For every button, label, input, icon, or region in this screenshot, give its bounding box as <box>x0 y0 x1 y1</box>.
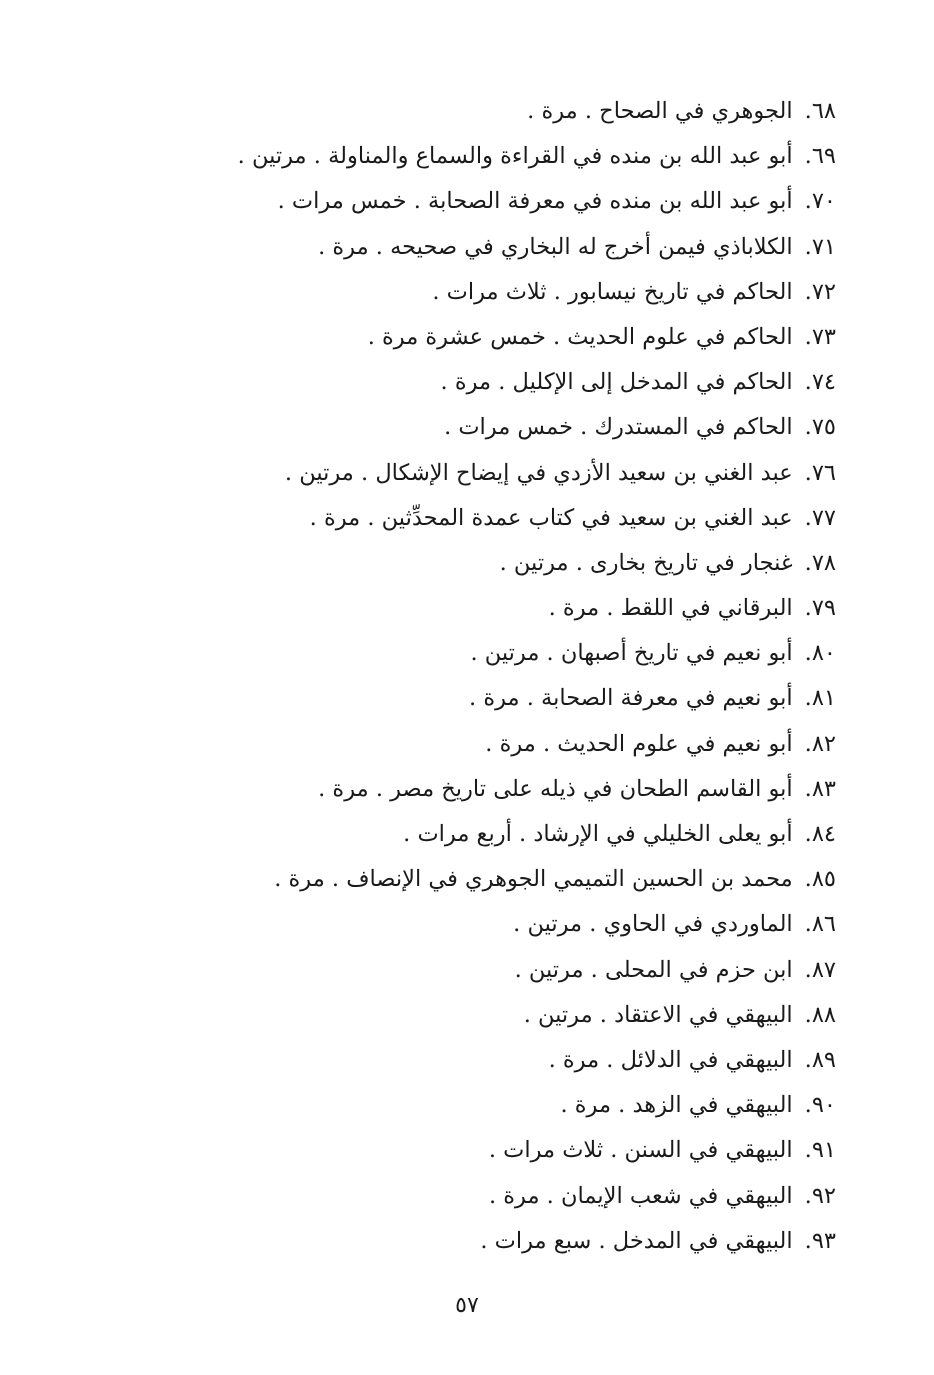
list-item <box>156 541 836 586</box>
list-item <box>156 676 836 721</box>
entry-list <box>156 89 836 1264</box>
entry-text: الجوهري في الصحاح . مرة . <box>527 98 793 124</box>
entry-number: ٨٥. <box>804 866 836 893</box>
entry-text: البيهقي في السنن . ثلاث مرات . <box>488 1137 793 1164</box>
entry-text: الحاكم في المدخل إلى الإكليل . مرة . <box>440 369 793 396</box>
list-item <box>156 1219 836 1264</box>
entry-text: أبو عبد الله بن منده في القراءة والسماع والمناولة . مرتين . <box>237 143 793 170</box>
entry-number: ٧٨. <box>804 549 836 576</box>
entry-number: ٧١. <box>804 233 836 260</box>
list-item <box>156 270 836 315</box>
entry-text: البيهقي في الدلائل . مرة . <box>548 1046 793 1073</box>
list-item <box>156 993 836 1038</box>
entry-number: ٧٦. <box>804 459 836 486</box>
entry-text: عبد الغني بن سعيد الأزدي في إيضاح الإشكال . مرتين . <box>284 459 793 486</box>
entry-number: ٨٢. <box>804 730 836 757</box>
entry-text: أبو عبد الله بن منده في معرفة الصحابة . خمس مرات . <box>277 188 793 215</box>
entry-number: ٨٤. <box>804 821 836 847</box>
entry-number: ٦٨. <box>804 98 836 124</box>
entry-text: أبو نعيم في معرفة الصحابة . مرة . <box>469 685 793 712</box>
page-number: ٥٧ <box>455 1293 479 1318</box>
list-item <box>156 586 836 631</box>
entry-number: ٧٤. <box>804 369 836 396</box>
list-item <box>156 1128 836 1173</box>
entry-number: ٨٩. <box>804 1046 836 1073</box>
list-item <box>156 722 836 767</box>
entry-text: عبد الغني بن سعيد في كتاب عمدة المحدِّثين . مرة . <box>309 504 793 531</box>
entry-number: ٨٦. <box>804 911 836 938</box>
entry-text: الحاكم في علوم الحديث . خمس عشرة مرة . <box>367 323 793 350</box>
entry-number: ٧٧. <box>804 504 836 531</box>
list-item <box>156 857 836 902</box>
entry-text: الحاكم في المستدرك . خمس مرات . <box>444 414 793 441</box>
entry-number: ٩٢. <box>804 1182 836 1209</box>
entry-number: ٩١. <box>804 1137 836 1164</box>
entry-number: ٧٥. <box>804 414 836 441</box>
entry-text: أبو يعلى الخليلي في الإرشاد . أربع مرات . <box>403 821 793 847</box>
list-item <box>156 767 836 812</box>
list-item <box>156 315 836 360</box>
entry-text: الكلاباذي فيمن أخرج له البخاري في صحيحه . مرة . <box>318 233 793 260</box>
entry-text: الماوردي في الحاوي . مرتين . <box>513 911 793 938</box>
list-item <box>156 1083 836 1128</box>
entry-text: أبو نعيم في تاريخ أصبهان . مرتين . <box>470 640 793 667</box>
list-item <box>156 1174 836 1219</box>
entry-text: الحاكم في تاريخ نيسابور . ثلاث مرات . <box>432 278 793 305</box>
entry-text: البيهقي في شعب الإيمان . مرة . <box>488 1182 793 1209</box>
list-item <box>156 451 836 496</box>
entry-text: ابن حزم في المحلى . مرتين . <box>514 956 793 983</box>
entry-text: البيهقي في الاعتقاد . مرتين . <box>523 1001 793 1028</box>
entry-number: ٦٩. <box>804 143 836 170</box>
entry-text: البيهقي في المدخل . سبع مرات . <box>480 1227 793 1254</box>
entry-text: البيهقي في الزهد . مرة . <box>560 1092 793 1119</box>
list-item <box>156 631 836 676</box>
list-item <box>156 134 836 179</box>
entry-number: ٨٠. <box>804 640 836 667</box>
list-item <box>156 179 836 224</box>
entry-number: ٨٧. <box>804 956 836 983</box>
entry-number: ٧٩. <box>804 595 836 622</box>
list-item <box>156 225 836 270</box>
entry-text: غنجار في تاريخ بخارى . مرتين . <box>499 549 793 576</box>
list-item <box>156 360 836 405</box>
list-item <box>156 89 836 134</box>
entry-text: البرقاني في اللقط . مرة . <box>548 595 793 622</box>
entry-number: ٩٣. <box>804 1227 836 1254</box>
list-item <box>156 405 836 450</box>
entry-number: ٩٠. <box>804 1092 836 1119</box>
entry-number: ٧٣. <box>804 323 836 350</box>
list-item <box>156 1038 836 1083</box>
entry-text: أبو القاسم الطحان في ذيله على تاريخ مصر . مرة . <box>318 775 793 802</box>
entry-number: ٨١. <box>804 685 836 712</box>
entry-number: ٧٠. <box>804 188 836 215</box>
list-item <box>156 948 836 993</box>
list-item <box>156 812 836 857</box>
list-item <box>156 902 836 947</box>
entry-number: ٨٨. <box>804 1001 836 1028</box>
entry-number: ٨٣. <box>804 775 836 802</box>
list-item <box>156 496 836 541</box>
entry-number: ٧٢. <box>804 278 836 305</box>
entry-text: محمد بن الحسين التميمي الجوهري في الإنصاف . مرة . <box>274 866 793 893</box>
entry-text: أبو نعيم في علوم الحديث . مرة . <box>485 730 793 757</box>
